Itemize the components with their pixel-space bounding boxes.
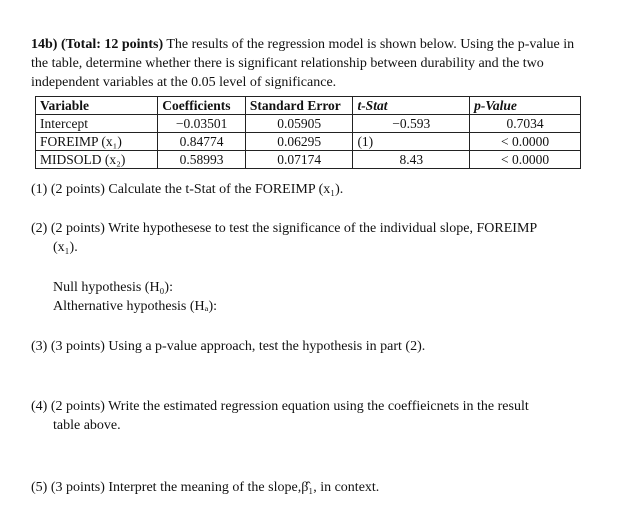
table-header-row [36,97,581,115]
question-2 [31,219,591,257]
question-2-line-2: (x₁). [53,240,78,255]
question-4-line-2: table above. [53,418,121,433]
header-p-value: p-Value [470,97,581,115]
null-hypothesis-label: Null hypothesis (H₀): [53,280,173,295]
header-coefficients: Coefficients [158,97,246,115]
alternative-hypothesis-label: Althernative hypothesis (Hₐ): [53,299,218,314]
row-p-value: < 0.0000 [470,133,581,151]
question-3: (3) (3 points) Using a p-value approach, test the hypothesis in part (2). [31,339,426,354]
header-variable: Variable [36,97,158,115]
question-label: 14b) (Total: 12 points) [31,37,164,52]
row-p-value: < 0.0000 [470,151,581,169]
table-row [36,151,581,169]
question-2-line-1: (2) (2 points) Write hypothesese to test the significance of the individual slope, FOREIMP [31,221,538,236]
row-variable: FOREIMP (x₁) [36,133,158,151]
row-standard-error: 0.05905 [245,115,353,133]
question-1: (1) (2 points) Calculate the t-Stat of the FOREIMP (x₁). [31,182,344,197]
row-standard-error: 0.06295 [245,133,353,151]
table-row [36,133,581,151]
header-t-stat: t-Stat [353,97,470,115]
row-coefficient: 0.84774 [158,133,246,151]
table-row [36,115,581,133]
regression-results-table [35,96,581,169]
question-intro [31,35,591,92]
row-t-stat: −0.593 [353,115,470,133]
row-coefficient: −0.03501 [158,115,246,133]
row-variable: Intercept [36,115,158,133]
question-5: (5) (3 points) Interpret the meaning of the slope,β̂₁, in context. [31,480,380,495]
row-variable: MIDSOLD (x₂) [36,151,158,169]
question-4 [31,397,591,435]
row-t-stat: 8.43 [353,151,470,169]
row-standard-error: 0.07174 [245,151,353,169]
row-p-value: 0.7034 [470,115,581,133]
row-coefficient: 0.58993 [158,151,246,169]
question-text: The results of the regression model is shown below. Using the p-value in the table, determine whether there is significant relationship between durability and the two independent variables at the 0.05 level of significance. [31,37,575,90]
row-t-stat: (1) [353,133,470,151]
question-4-line-1: (4) (2 points) Write the estimated regression equation using the coeffieicnets in the result [31,399,529,414]
header-standard-error: Standard Error [245,97,353,115]
